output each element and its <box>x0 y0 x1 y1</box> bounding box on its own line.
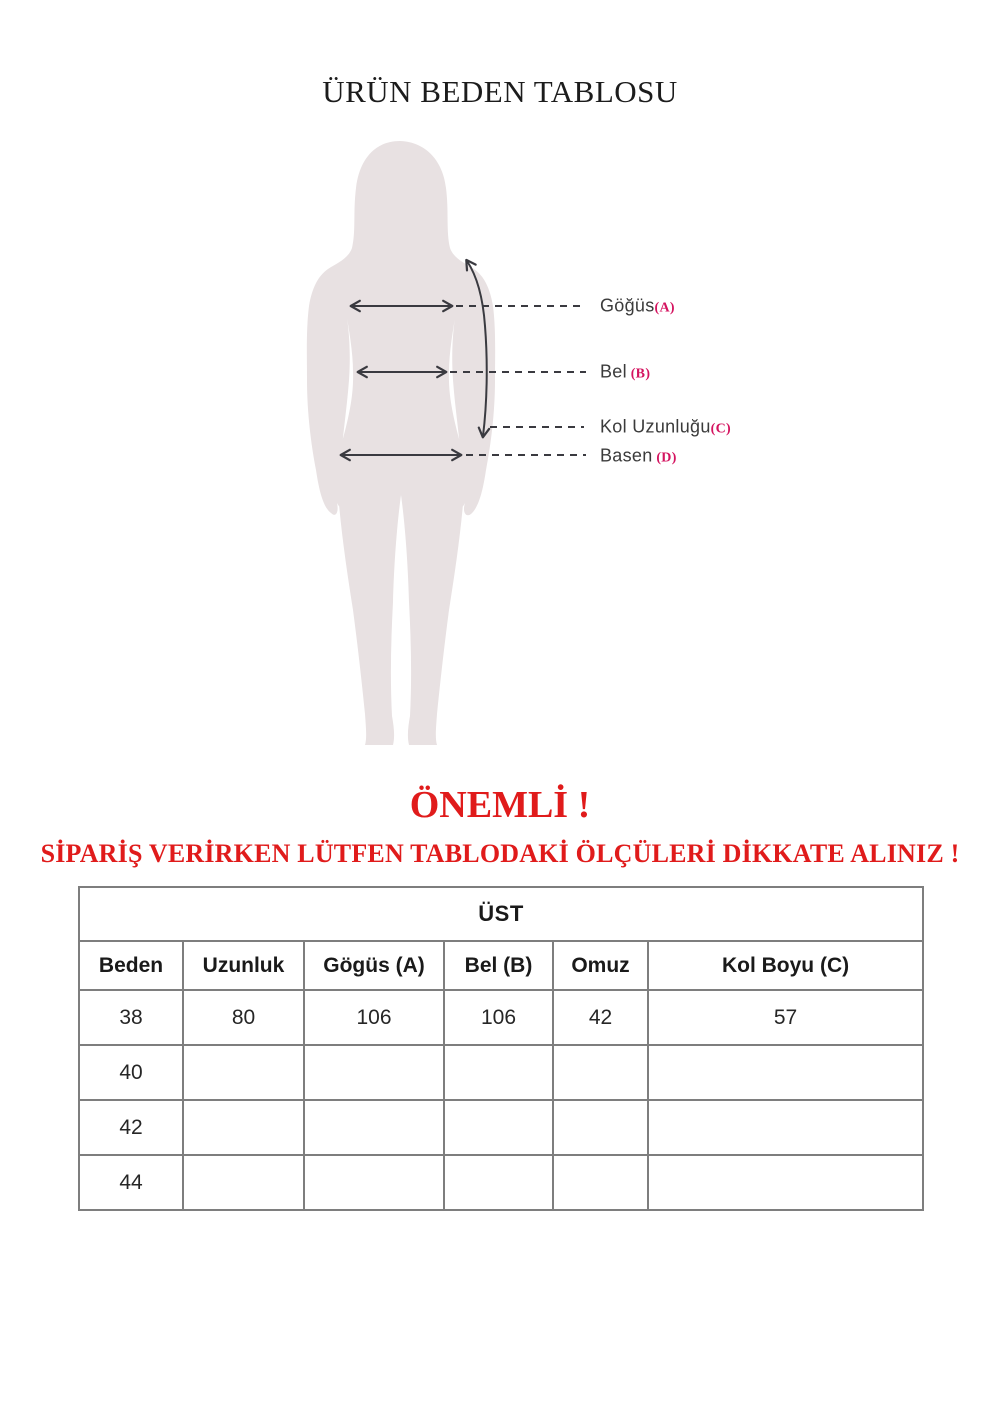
page-title: ÜRÜN BEDEN TABLOSU <box>322 74 678 109</box>
size-cell <box>553 1045 648 1100</box>
size-cell: 106 <box>444 990 553 1045</box>
size-cell: 106 <box>304 990 444 1045</box>
size-cell: 80 <box>183 990 304 1045</box>
table-row-size-42 <box>79 1100 923 1155</box>
size-cell <box>444 1100 553 1155</box>
label-arm-length-code: (C) <box>710 421 732 437</box>
label-chest <box>600 296 675 317</box>
label-hip <box>600 446 677 467</box>
label-waist-text: Bel <box>600 361 627 382</box>
column-header-bel: Bel (B) <box>444 941 553 990</box>
table-row-size-44 <box>79 1155 923 1210</box>
size-cell <box>304 1155 444 1210</box>
size-cell <box>304 1100 444 1155</box>
size-table <box>78 886 924 1211</box>
table-section-row <box>79 887 923 941</box>
size-cell <box>648 1155 923 1210</box>
label-arm-length <box>600 417 731 438</box>
size-cell <box>553 1155 648 1210</box>
label-hip-code: (D) <box>652 450 677 466</box>
size-cell <box>183 1100 304 1155</box>
column-header-uzunluk: Uzunluk <box>183 941 304 990</box>
size-cell: 44 <box>79 1155 183 1210</box>
label-arm-length-text: Kol Uzunluğu <box>600 416 711 437</box>
size-cell <box>304 1045 444 1100</box>
table-row-size-38 <box>79 990 923 1045</box>
size-cell <box>444 1045 553 1100</box>
label-chest-code: (A) <box>654 300 675 316</box>
size-cell: 57 <box>648 990 923 1045</box>
woman-silhouette-figure <box>307 141 495 745</box>
column-header-omuz: Omuz <box>553 941 648 990</box>
table-section-header: ÜST <box>79 887 923 941</box>
label-waist <box>600 362 650 383</box>
table-row-size-40 <box>79 1045 923 1100</box>
column-header-kol-boyu: Kol Boyu (C) <box>648 941 923 990</box>
label-hip-text: Basen <box>600 445 653 466</box>
size-cell: 38 <box>79 990 183 1045</box>
important-heading: ÖNEMLİ ! <box>409 784 591 826</box>
size-cell <box>553 1100 648 1155</box>
table-header-row <box>79 941 923 990</box>
size-cell: 40 <box>79 1045 183 1100</box>
size-cell <box>648 1045 923 1100</box>
column-header-gogus: Gögüs (A) <box>304 941 444 990</box>
column-header-beden: Beden <box>79 941 183 990</box>
size-cell: 42 <box>553 990 648 1045</box>
size-cell <box>648 1100 923 1155</box>
size-cell: 42 <box>79 1100 183 1155</box>
label-waist-code: (B) <box>626 366 651 382</box>
size-cell <box>183 1155 304 1210</box>
size-cell <box>444 1155 553 1210</box>
size-cell <box>183 1045 304 1100</box>
label-chest-text: Göğüs <box>600 295 655 316</box>
warning-text: SİPARİŞ VERİRKEN LÜTFEN TABLODAKİ ÖLÇÜLERİ DİKKATE ALINIZ ! <box>40 839 960 868</box>
